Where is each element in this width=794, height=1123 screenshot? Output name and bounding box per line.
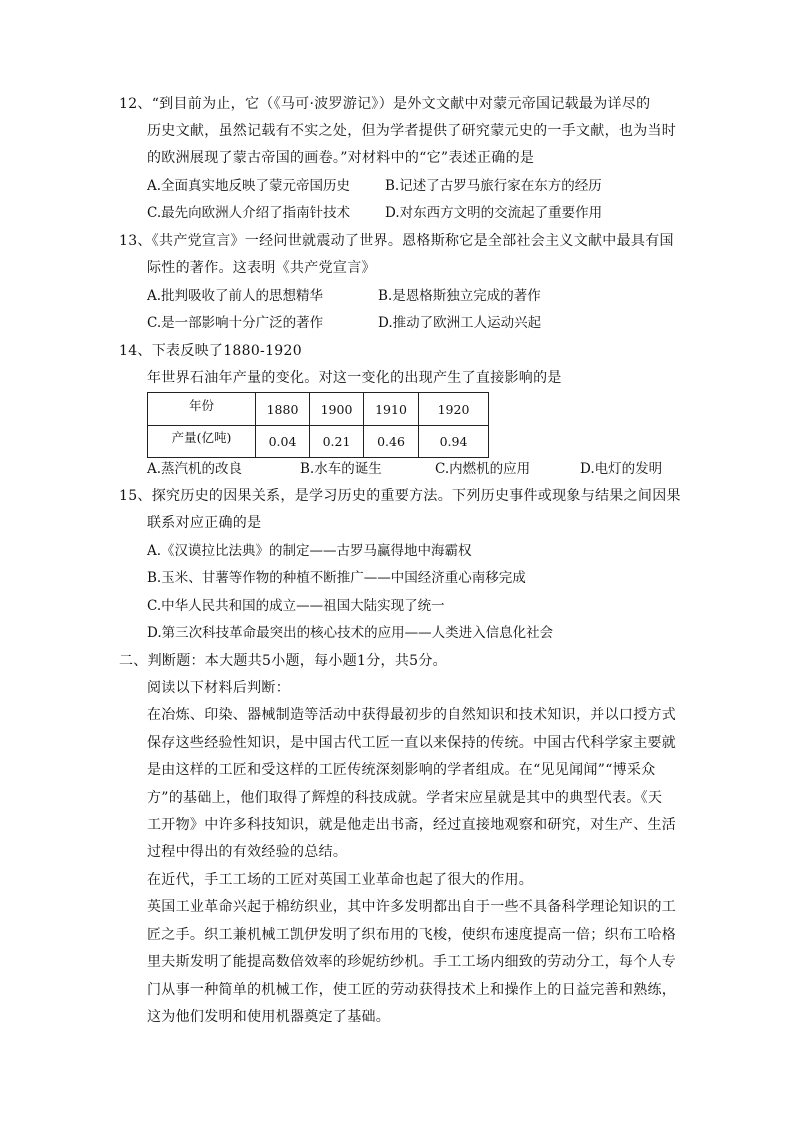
q12-option-c: C.最先向欧洲人介绍了指南针技术: [147, 205, 351, 221]
q13-option-d: D.推动了欧洲工人运动兴起: [378, 315, 542, 331]
q12-stem-line-2: 历史文献，虽然记载有不实之处，但为学者提供了研究蒙元史的一手文献，也为当时: [147, 123, 677, 139]
material-p1-line-3: 是由这样的工匠和受这样的工匠传统深刻影响的学者组成。在“见见闻闻”“博采众: [147, 762, 656, 778]
q12-option-b: B.记述了古罗马旅行家在东方的经历: [385, 178, 602, 194]
q15-stem-line-2: 联系对应正确的是: [147, 515, 262, 531]
q13-option-a: A.批判吸收了前人的思想精华: [147, 288, 324, 304]
table-row-label: 产量(亿吨): [148, 426, 256, 458]
material-p3-line-5: 这为他们发明和使用机器奠定了基础。: [147, 1009, 391, 1025]
table-row: [148, 393, 489, 426]
material-p3-line-4: 门从事一种简单的机械工作，使工匠的劳动获得技术上和操作上的日益完善和熟练，: [147, 982, 677, 998]
table-value-cell: 0.21: [310, 426, 364, 458]
q14-option-a: A.蒸汽机的改良: [147, 461, 243, 477]
table-year-cell: 1920: [419, 393, 489, 426]
q13-stem-line-2: 际性的著作。这表明《共产党宣言》: [147, 260, 376, 276]
table-header-label: 年份: [148, 393, 256, 426]
section2-heading: 二、判断题：本大题共5小题，每小题1分，共5分。: [119, 653, 447, 669]
q12-stem-line-3: 的欧洲展现了蒙古帝国的画卷。”对材料中的“它”表述正确的是: [147, 150, 535, 166]
material-p3-line-2: 匠之手。织工兼机械工凯伊发明了织布用的飞梭，使织布速度提高一倍；织布工哈格: [147, 927, 677, 943]
oil-production-table: [147, 392, 489, 458]
material-p1-line-6: 过程中得出的有效经验的总结。: [147, 844, 348, 860]
q13-stem-line-1: 13、《共产党宣言》一经问世就震动了世界。恩格斯称它是全部社会主义文献中最具有国: [119, 233, 674, 249]
material-p1-line-5: 工开物》中许多科技知识，就是他走出书斋，经过直接地观察和研究，对生产、生活: [147, 817, 677, 833]
q12-option-d: D.对东西方文明的交流起了重要作用: [385, 205, 603, 221]
table-row: [148, 426, 489, 458]
table-value-cell: 0.04: [256, 426, 310, 458]
table-year-cell: 1880: [256, 393, 310, 426]
material-p3-line-1: 英国工业革命兴起于棉纺织业，其中许多发明都出自于一些不具备科学理论知识的工: [147, 899, 677, 915]
q15-option-a: A.《汉谟拉比法典》的制定——古罗马赢得地中海霸权: [147, 543, 472, 559]
q13-option-b: B.是恩格斯独立完成的著作: [378, 288, 541, 304]
material-p1-line-4: 方”的基础上，他们取得了辉煌的科技成就。学者宋应星就是其中的典型代表。《天: [147, 790, 663, 806]
q15-stem-line-1: 15、探究历史的因果关系，是学习历史的重要方法。下列历史事件或现象与结果之间因果: [119, 488, 681, 504]
q13-option-c: C.是一部影响十分广泛的著作: [147, 315, 324, 331]
section2-intro: 阅读以下材料后判断：: [147, 680, 290, 696]
q12-stem-line-1: 12、“到目前为止，它（《马可·波罗游记》）是外文文献中对蒙元帝国记载最为详尽的: [119, 96, 651, 112]
q15-option-d: D.第三次科技革命最突出的核心技术的应用——人类进入信息化社会: [147, 625, 554, 641]
material-p1-line-2: 保存这些经验性知识，是中国古代工匠一直以来保持的传统。中国古代科学家主要就: [147, 735, 677, 751]
table-value-cell: 0.94: [419, 426, 489, 458]
material-p2: 在近代，手工工场的工匠对英国工业革命也起了很大的作用。: [147, 872, 534, 888]
material-p1-line-1: 在冶炼、印染、器械制造等活动中获得最初步的自然知识和技术知识，并以口授方式: [147, 707, 677, 723]
table-year-cell: 1900: [310, 393, 364, 426]
table-value-cell: 0.46: [364, 426, 419, 458]
q15-option-b: B.玉米、甘薯等作物的种植不断推广——中国经济重心南移完成: [147, 570, 526, 586]
q14-stem-line-1: 14、下表反映了1880-1920: [119, 343, 302, 359]
q15-option-c: C.中华人民共和国的成立——祖国大陆实现了统一: [147, 598, 445, 614]
q14-option-c: C.内燃机的应用: [435, 461, 531, 477]
q12-option-a: A.全面真实地反映了蒙元帝国历史: [147, 178, 351, 194]
material-p3-line-3: 里夫斯发明了能提高数倍效率的珍妮纺纱机。手工工场内细致的劳动分工，每个人专: [147, 954, 677, 970]
q14-option-d: D.电灯的发明: [580, 461, 663, 477]
table-year-cell: 1910: [364, 393, 419, 426]
q14-option-b: B.水车的诞生: [300, 461, 382, 477]
q14-stem-line-2: 年世界石油年产量的变化。对这一变化的出现产生了直接影响的是: [147, 370, 562, 386]
